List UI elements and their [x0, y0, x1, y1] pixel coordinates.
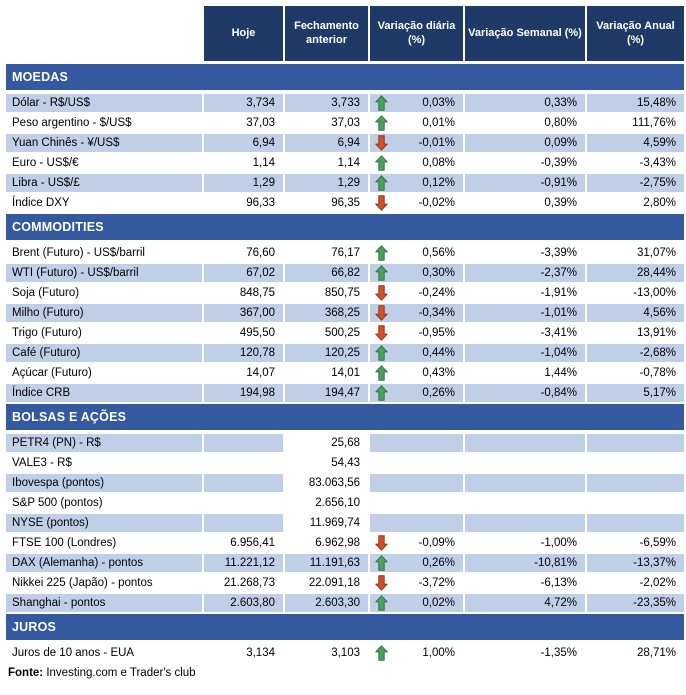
- down-arrow-icon: [375, 535, 388, 551]
- variacao-anual-value: -0,78%: [639, 367, 676, 379]
- variacao-diaria-value: -0,34%: [418, 307, 455, 319]
- column-header-fechamento-anterior: Fechamento anterior: [285, 6, 368, 61]
- variacao-semanal-value: -1,00%: [540, 537, 577, 549]
- hoje-value: 3,734: [204, 94, 283, 112]
- variacao-diaria-cell: [370, 324, 463, 342]
- variacao-diaria-cell: [370, 514, 463, 532]
- row-label: Yuan Chinês - ¥/US$: [6, 134, 202, 152]
- up-arrow-icon: [375, 265, 388, 281]
- variacao-semanal-value: -0,91%: [465, 174, 585, 192]
- variacao-anual-value: 13,91%: [636, 327, 676, 339]
- table-row: [6, 324, 684, 342]
- variacao-anual-value: 4,56%: [587, 304, 684, 322]
- fechamento-anterior-value: 2.603,30: [285, 594, 368, 612]
- hoje-value: 11.221,12: [204, 554, 283, 572]
- fechamento-anterior-value: 83.063,56: [285, 474, 368, 492]
- row-label: Peso argentino - $/US$: [12, 117, 132, 129]
- row-label: Milho (Futuro): [6, 304, 202, 322]
- row-label: Café (Futuro): [6, 344, 202, 362]
- hoje-value: 1,29: [204, 174, 283, 192]
- variacao-semanal-value: -2,37%: [465, 264, 585, 282]
- hoje-value: 367,00: [204, 304, 283, 322]
- table-row: [6, 284, 684, 302]
- variacao-semanal-value: [465, 434, 585, 452]
- variacao-anual-value: 5,17%: [587, 384, 684, 402]
- table-row: [6, 454, 684, 472]
- up-arrow-icon: [375, 345, 388, 361]
- variacao-semanal-value: -1,01%: [465, 304, 585, 322]
- variacao-diaria-cell: [370, 174, 463, 192]
- variacao-anual-value: 28,71%: [636, 647, 676, 659]
- fechamento-anterior-value: 22.091,18: [308, 577, 360, 589]
- variacao-semanal-value: -3,39%: [540, 247, 577, 259]
- table-row: [6, 244, 684, 262]
- variacao-diaria-cell: [370, 154, 463, 172]
- variacao-semanal-value: -10,81%: [465, 554, 585, 572]
- fechamento-anterior-value: 500,25: [324, 327, 360, 339]
- hoje-value: 495,50: [239, 327, 275, 339]
- table-row: [6, 554, 684, 572]
- fechamento-anterior-value: 11.191,63: [285, 554, 368, 572]
- variacao-diaria-cell: [370, 344, 463, 362]
- up-arrow-icon: [375, 385, 388, 401]
- variacao-anual-value: 4,59%: [587, 134, 684, 152]
- table-row: [6, 644, 684, 662]
- up-arrow-icon: [375, 555, 388, 571]
- variacao-semanal-value: 4,72%: [465, 594, 585, 612]
- variacao-diaria-cell: [370, 434, 463, 452]
- variacao-semanal-value: 0,39%: [544, 197, 577, 209]
- header-corner-spacer: [6, 6, 202, 61]
- variacao-anual-value: [587, 474, 684, 492]
- variacao-diaria-cell: [370, 194, 463, 212]
- table-row: [6, 434, 684, 452]
- variacao-diaria-value: -0,02%: [418, 197, 455, 209]
- variacao-diaria-cell: [370, 284, 463, 302]
- variacao-anual-value: -6,59%: [639, 537, 676, 549]
- variacao-semanal-value: -1,35%: [540, 647, 577, 659]
- hoje-value: 3,134: [246, 647, 275, 659]
- row-label: PETR4 (PN) - R$: [6, 434, 202, 452]
- variacao-semanal-value: -1,04%: [465, 344, 585, 362]
- row-label: Juros de 10 anos - EUA: [12, 647, 135, 659]
- variacao-diaria-value: -3,72%: [418, 577, 455, 589]
- column-header-variacao-semanal: Variação Semanal (%): [465, 6, 585, 61]
- fechamento-anterior-value: 368,25: [285, 304, 368, 322]
- variacao-diaria-value: -0,95%: [418, 327, 455, 339]
- variacao-diaria-value: 0,30%: [422, 267, 455, 279]
- fechamento-anterior-value: 1,14: [337, 157, 360, 169]
- fechamento-anterior-value: 11.969,74: [285, 514, 368, 532]
- variacao-diaria-cell: [370, 114, 463, 132]
- down-arrow-icon: [375, 285, 388, 301]
- row-label: WTI (Futuro) - US$/barril: [6, 264, 202, 282]
- row-label: Ibovespa (pontos): [6, 474, 202, 492]
- table-row: [6, 344, 684, 362]
- variacao-anual-value: -2,02%: [639, 577, 676, 589]
- variacao-anual-value: -23,35%: [587, 594, 684, 612]
- up-arrow-icon: [375, 245, 388, 261]
- variacao-diaria-value: 0,26%: [422, 557, 455, 569]
- hoje-value: 194,98: [204, 384, 283, 402]
- fechamento-anterior-value: 25,68: [285, 434, 368, 452]
- hoje-value: [204, 454, 283, 472]
- row-label: VALE3 - R$: [12, 457, 72, 469]
- variacao-diaria-cell: [370, 554, 463, 572]
- hoje-value: 21.268,73: [223, 577, 275, 589]
- variacao-diaria-cell: [370, 574, 463, 592]
- table-row: [6, 94, 684, 112]
- variacao-diaria-value: 0,03%: [422, 97, 455, 109]
- variacao-anual-value: 111,76%: [632, 117, 676, 129]
- up-arrow-icon: [375, 175, 388, 191]
- table-row: [6, 154, 684, 172]
- hoje-value: 76,60: [246, 247, 275, 259]
- fechamento-anterior-value: 120,25: [285, 344, 368, 362]
- fechamento-anterior-value: 6,94: [285, 134, 368, 152]
- source-note: [6, 665, 684, 681]
- up-arrow-icon: [375, 155, 388, 171]
- table-row: [6, 384, 684, 402]
- variacao-diaria-cell: [370, 264, 463, 282]
- row-label: Índice CRB: [6, 384, 202, 402]
- variacao-anual-value: 15,48%: [587, 94, 684, 112]
- variacao-diaria-cell: [370, 474, 463, 492]
- row-label: FTSE 100 (Londres): [12, 537, 117, 549]
- hoje-value: [204, 434, 283, 452]
- hoje-value: 67,02: [204, 264, 283, 282]
- variacao-semanal-value: 0,80%: [544, 117, 577, 129]
- table-row: [6, 134, 684, 152]
- row-label: Shanghai - pontos: [6, 594, 202, 612]
- row-label: Nikkei 225 (Japão) - pontos: [12, 577, 153, 589]
- table-row: [6, 364, 684, 382]
- down-arrow-icon: [375, 325, 388, 341]
- up-arrow-icon: [375, 595, 388, 611]
- variacao-semanal-value: -1,91%: [540, 287, 577, 299]
- variacao-diaria-cell: [370, 244, 463, 262]
- source-note-text: Investing.com e Trader's club: [46, 667, 196, 679]
- section-header: MOEDAS: [6, 64, 684, 90]
- up-arrow-icon: [375, 95, 388, 111]
- variacao-anual-value: -2,75%: [587, 174, 684, 192]
- variacao-anual-value: -13,37%: [587, 554, 684, 572]
- hoje-value: 6.956,41: [230, 537, 275, 549]
- table-row: [6, 174, 684, 192]
- row-label: Brent (Futuro) - US$/barril: [12, 247, 145, 259]
- source-note-label: Fonte:: [8, 667, 44, 679]
- fechamento-anterior-value: 54,43: [331, 457, 360, 469]
- table-row: [6, 474, 684, 492]
- variacao-anual-value: [587, 434, 684, 452]
- column-header-hoje: Hoje: [204, 6, 283, 61]
- variacao-semanal-value: [465, 514, 585, 532]
- table-row: [6, 514, 684, 532]
- hoje-value: [204, 514, 283, 532]
- row-label: Trigo (Futuro): [12, 327, 82, 339]
- table-row: [6, 494, 684, 512]
- down-arrow-icon: [375, 305, 388, 321]
- variacao-anual-value: 2,80%: [643, 197, 676, 209]
- hoje-value: [204, 474, 283, 492]
- variacao-anual-value: -13,00%: [633, 287, 676, 299]
- hoje-value: [204, 494, 283, 512]
- section-header: COMMODITIES: [6, 214, 684, 240]
- variacao-diaria-cell: [370, 364, 463, 382]
- hoje-value: 37,03: [246, 117, 275, 129]
- fechamento-anterior-value: 3,733: [285, 94, 368, 112]
- hoje-value: 120,78: [204, 344, 283, 362]
- column-header-row: [6, 6, 684, 61]
- table-body: [6, 64, 684, 662]
- table-row: [6, 534, 684, 552]
- section-header: BOLSAS E AÇÕES: [6, 404, 684, 430]
- up-arrow-icon: [375, 115, 388, 131]
- variacao-diaria-value: 0,01%: [422, 117, 455, 129]
- row-label: DAX (Alemanha) - pontos: [6, 554, 202, 572]
- fechamento-anterior-value: 37,03: [331, 117, 360, 129]
- fechamento-anterior-value: 850,75: [324, 287, 360, 299]
- down-arrow-icon: [375, 575, 388, 591]
- variacao-semanal-value: 1,44%: [544, 367, 577, 379]
- hoje-value: 14,07: [246, 367, 275, 379]
- row-label: Euro - US$/€: [12, 157, 79, 169]
- variacao-semanal-value: 0,09%: [465, 134, 585, 152]
- variacao-diaria-cell: [370, 94, 463, 112]
- variacao-semanal-value: [465, 494, 585, 512]
- variacao-diaria-cell: [370, 644, 463, 662]
- variacao-semanal-value: -3,41%: [540, 327, 577, 339]
- variacao-diaria-value: 1,00%: [422, 647, 455, 659]
- variacao-diaria-cell: [370, 134, 463, 152]
- fechamento-anterior-value: 6.962,98: [315, 537, 360, 549]
- variacao-diaria-cell: [370, 454, 463, 472]
- fechamento-anterior-value: 3,103: [331, 647, 360, 659]
- fechamento-anterior-value: 2.656,10: [315, 497, 360, 509]
- row-label: Libra - US$/£: [6, 174, 202, 192]
- hoje-value: 6,94: [204, 134, 283, 152]
- up-arrow-icon: [375, 365, 388, 381]
- variacao-anual-value: -2,68%: [587, 344, 684, 362]
- down-arrow-icon: [375, 195, 388, 211]
- variacao-diaria-value: -0,09%: [418, 537, 455, 549]
- variacao-diaria-value: 0,44%: [422, 347, 455, 359]
- variacao-diaria-value: -0,01%: [418, 137, 455, 149]
- variacao-anual-value: [587, 514, 684, 532]
- variacao-anual-value: [587, 454, 684, 472]
- row-label: Açúcar (Futuro): [12, 367, 92, 379]
- variacao-diaria-value: -0,24%: [418, 287, 455, 299]
- table-row: [6, 594, 684, 612]
- hoje-value: 1,14: [252, 157, 275, 169]
- table-row: [6, 304, 684, 322]
- variacao-semanal-value: -0,39%: [540, 157, 577, 169]
- variacao-diaria-value: 0,43%: [422, 367, 455, 379]
- variacao-diaria-cell: [370, 384, 463, 402]
- hoje-value: 848,75: [239, 287, 275, 299]
- variacao-diaria-value: 0,02%: [422, 597, 455, 609]
- fechamento-anterior-value: 76,17: [331, 247, 360, 259]
- variacao-diaria-cell: [370, 304, 463, 322]
- table-row: [6, 574, 684, 592]
- variacao-anual-value: -3,43%: [639, 157, 676, 169]
- variacao-anual-value: 28,44%: [587, 264, 684, 282]
- table-row: [6, 264, 684, 282]
- row-label: Soja (Futuro): [12, 287, 80, 299]
- fechamento-anterior-value: 1,29: [285, 174, 368, 192]
- variacao-diaria-cell: [370, 494, 463, 512]
- down-arrow-icon: [375, 135, 388, 151]
- variacao-semanal-value: -0,84%: [465, 384, 585, 402]
- row-label: NYSE (pontos): [6, 514, 202, 532]
- column-header-variacao-diaria: Variação diária (%): [370, 6, 463, 61]
- variacao-semanal-value: -6,13%: [540, 577, 577, 589]
- row-label: Dólar - R$/US$: [6, 94, 202, 112]
- fechamento-anterior-value: 194,47: [285, 384, 368, 402]
- variacao-diaria-value: 0,12%: [422, 177, 455, 189]
- hoje-value: 96,33: [246, 197, 275, 209]
- section-header: JUROS: [6, 614, 684, 640]
- row-label: Índice DXY: [12, 197, 70, 209]
- variacao-semanal-value: 0,33%: [465, 94, 585, 112]
- fechamento-anterior-value: 14,01: [331, 367, 360, 379]
- variacao-semanal-value: [465, 474, 585, 492]
- variacao-anual-value: 31,07%: [636, 247, 676, 259]
- fechamento-anterior-value: 96,35: [331, 197, 360, 209]
- variacao-diaria-cell: [370, 534, 463, 552]
- table-row: [6, 194, 684, 212]
- hoje-value: 2.603,80: [204, 594, 283, 612]
- fechamento-anterior-value: 66,82: [285, 264, 368, 282]
- column-header-variacao-anual: Variação Anual (%): [587, 6, 684, 61]
- up-arrow-icon: [375, 645, 388, 661]
- variacao-diaria-value: 0,56%: [422, 247, 455, 259]
- variacao-anual-value: [587, 494, 684, 512]
- variacao-diaria-cell: [370, 594, 463, 612]
- variacao-diaria-value: 0,26%: [422, 387, 455, 399]
- variacao-diaria-value: 0,08%: [422, 157, 455, 169]
- row-label: S&P 500 (pontos): [12, 497, 103, 509]
- table-row: [6, 114, 684, 132]
- variacao-semanal-value: [465, 454, 585, 472]
